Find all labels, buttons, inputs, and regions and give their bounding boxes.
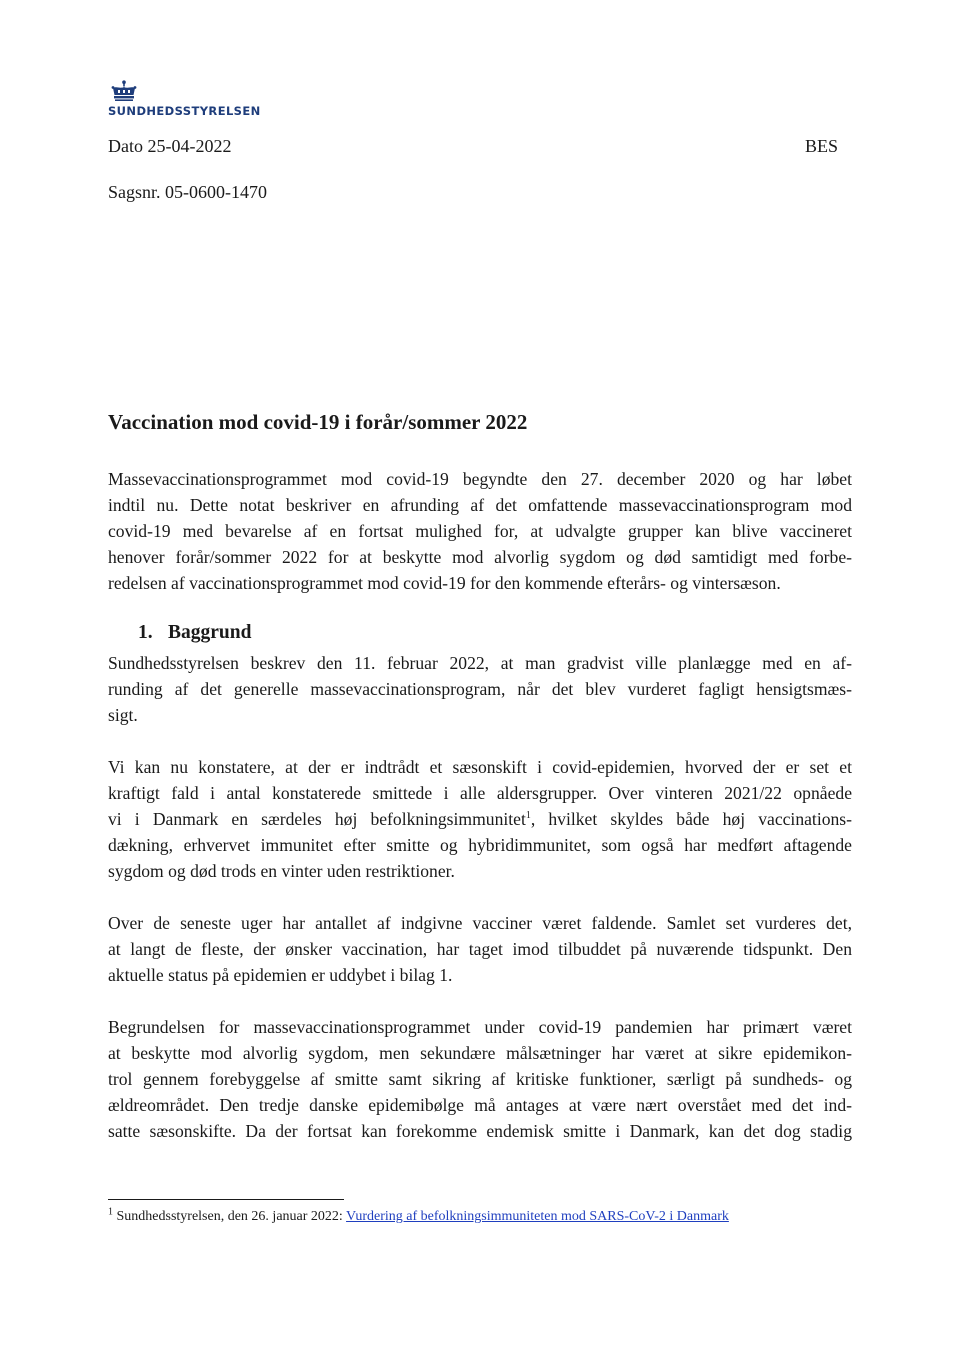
footnote — [108, 1206, 729, 1225]
text-line: runding af det generelle massevaccinationsprogram, når det blev vurderet fagligt hensigtsmæs- — [108, 679, 852, 699]
case-number: Sagsnr. 05-0600-1470 — [108, 182, 267, 202]
paragraph-1 — [108, 650, 852, 728]
text-line-with-footnote — [108, 806, 852, 832]
section-heading-baggrund — [138, 622, 251, 644]
text-line: Vi kan nu konstatere, at der er indtrådt et sæsonskift i covid-epidemien, hvorved der er set et — [108, 757, 852, 777]
footnote-text: Sundhedsstyrelsen, den 26. januar 2022: — [113, 1209, 347, 1224]
footnote-divider — [108, 1199, 344, 1200]
text-line: ældreområdet. Den tredje danske epidemibølge må antages at være nært overstået med det ind- — [108, 1095, 852, 1115]
text-line: Massevaccinationsprogrammet mod covid-19 begyndte den 27. december 2020 og har løbet — [108, 469, 852, 489]
section-number: 1. — [138, 622, 153, 643]
paragraph-3 — [108, 910, 852, 988]
text-line: at langt de fleste, der ønsker vaccination, har taget imod tilbuddet på nuværende tidspunkt. Den — [108, 939, 852, 959]
text-line: Begrundelsen for massevaccinationsprogrammet under covid-19 pandemien har primært været — [108, 1017, 852, 1037]
footnote-marker: 1 — [108, 1206, 113, 1218]
intro-paragraph — [108, 466, 852, 596]
text-line: aktuelle status på epidemien er uddybet i bilag 1. — [108, 965, 453, 985]
text-line: kraftigt fald i antal konstaterede smittede i alle aldersgrupper. Over vinteren 2021/22 opnåede — [108, 783, 852, 803]
text-line: redelsen af vaccinationsprogrammet mod covid-19 for den kommende efterårs- og vintersæson. — [108, 573, 781, 593]
sundhedsstyrelsen-logo — [108, 80, 261, 118]
org-name: SUNDHEDSSTYRELSEN — [108, 104, 261, 118]
crown-icon — [110, 80, 138, 102]
document-date: Dato 25-04-2022 — [108, 136, 232, 156]
text-segment: , hvilket skyldes både høj vaccinations- — [530, 809, 853, 829]
text-line: Sundhedsstyrelsen beskrev den 11. februar 2022, at man gradvist ville planlægge med en af- — [108, 653, 852, 673]
text-line: sigt. — [108, 705, 138, 725]
text-line: sygdom og død trods en vinter uden restriktioner. — [108, 861, 455, 881]
text-line: indtil nu. Dette notat beskriver en afrunding af det omfattende massevaccinationsprogram mod — [108, 495, 852, 515]
footnote-link[interactable]: Vurdering af befolkningsimmuniteten mod SARS-CoV-2 i Danmark — [346, 1209, 729, 1224]
text-line: trol gennem forebyggelse af smitte samt sikring af kritiske funktioner, særligt på sundheds- og — [108, 1069, 852, 1089]
text-line: covid-19 med bevarelse af en fortsat mulighed for, at udvalgte grupper kan blive vaccineret — [108, 521, 852, 541]
author-initials: BES — [804, 136, 838, 156]
section-title: Baggrund — [168, 622, 252, 643]
text-line: satte sæsonskifte. Da der fortsat kan forekomme endemisk smitte i Danmark, kan det dog stadig — [108, 1121, 852, 1141]
footnote-reference[interactable]: 1 — [525, 810, 531, 822]
text-line: dækning, erhvervet immunitet efter smitte og hybridimmunitet, som også har medført aftagende — [108, 835, 852, 855]
text-line: Over de seneste uger har antallet af indgivne vacciner været faldende. Samlet set vurderes det, — [108, 913, 852, 933]
paragraph-4 — [108, 1014, 852, 1144]
document-title: Vaccination mod covid-19 i forår/sommer 2022 — [108, 410, 528, 434]
text-line: henover forår/sommer 2022 for at beskytte mod alvorlig sygdom og død samtidigt med forbe- — [108, 547, 852, 567]
text-line: at beskytte mod alvorlig sygdom, men sekundære målsætninger har været at sikre epidemikon- — [108, 1043, 852, 1063]
paragraph-2 — [108, 754, 852, 884]
text-segment: vi i Danmark en særdeles høj befolkningsimmunitet — [108, 809, 526, 829]
